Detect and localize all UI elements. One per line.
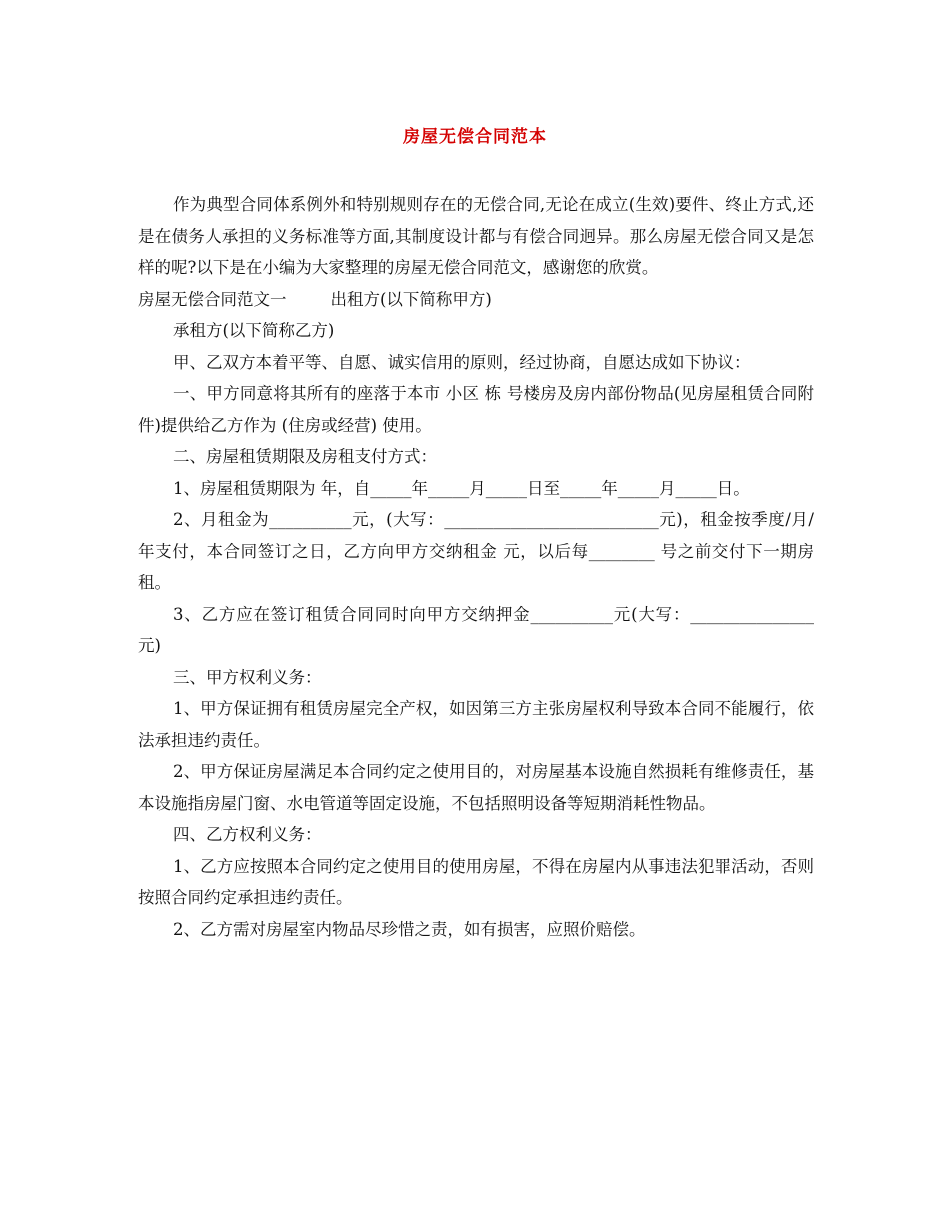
item-3-1: 1、甲方保证拥有租赁房屋完全产权，如因第三方主张房屋权利导致本合同不能履行，依法承担违约责任。 <box>138 699 814 750</box>
section-3-heading: 三、甲方权利义务： <box>173 667 322 687</box>
document-title: 房屋无偿合同范本 <box>403 127 547 147</box>
document-body <box>138 189 814 945</box>
item-2-1: 1、房屋租赁期限为 年，自_____年_____月_____日至_____年_____月_____日。 <box>173 478 750 498</box>
item-3-2: 2、甲方保证房屋满足本合同约定之使用目的，对房屋基本设施自然损耗有维修责任，基本设施指房屋门窗、水电管道等固定设施，不包括照明设备等短期消耗性物品。 <box>138 762 814 813</box>
section-2-heading: 二、房屋租赁期限及房租支付方式： <box>173 447 437 466</box>
intro-paragraph: 作为典型合同体系例外和特别规则存在的无偿合同,无论在成立(生效)要件、终止方式,还是在债务人承担的义务标准等方面,其制度设计都与有偿合同迥异。那么房屋无偿合同又是怎样的呢?以下是在小编为大家整理的房屋无偿合同范文，感谢您的欣赏。 <box>138 195 814 277</box>
clause-1: 一、甲方同意将其所有的座落于本市 小区 栋 号楼房及房内部份物品(见房屋租赁合同附件)提供给乙方作为 (住房或经营) 使用。 <box>138 384 814 435</box>
sample-heading: 房屋无偿合同范文一 <box>138 289 287 309</box>
lessee-line: 承租方(以下简称乙方) <box>173 321 335 340</box>
item-4-1: 1、乙方应按照本合同约定之使用目的使用房屋，不得在房屋内从事违法犯罪活动，否则按照合同约定承担违约责任。 <box>138 856 814 907</box>
sample-heading-line <box>138 284 814 316</box>
lessor-line: 出租方(以下简称甲方) <box>330 289 492 309</box>
preamble-paragraph: 甲、乙双方本着平等、自愿、诚实信用的原则，经过协商，自愿达成如下协议： <box>173 352 751 372</box>
section-4-heading: 四、乙方权利义务： <box>173 825 322 844</box>
item-4-2: 2、乙方需对房屋室内物品尽珍惜之责，如有损害，应照价赔偿。 <box>173 919 646 939</box>
item-2-3: 3、乙方应在签订租赁合同同时向甲方交纳押金__________元(大写：_______________元) <box>138 604 814 655</box>
item-2-2: 2、月租金为__________元，(大写：__________________________元)，租金按季度/月/年支付，本合同签订之日，乙方向甲方交纳租金 元，以后每________ 号之前交付下一期房租。 <box>138 510 814 592</box>
